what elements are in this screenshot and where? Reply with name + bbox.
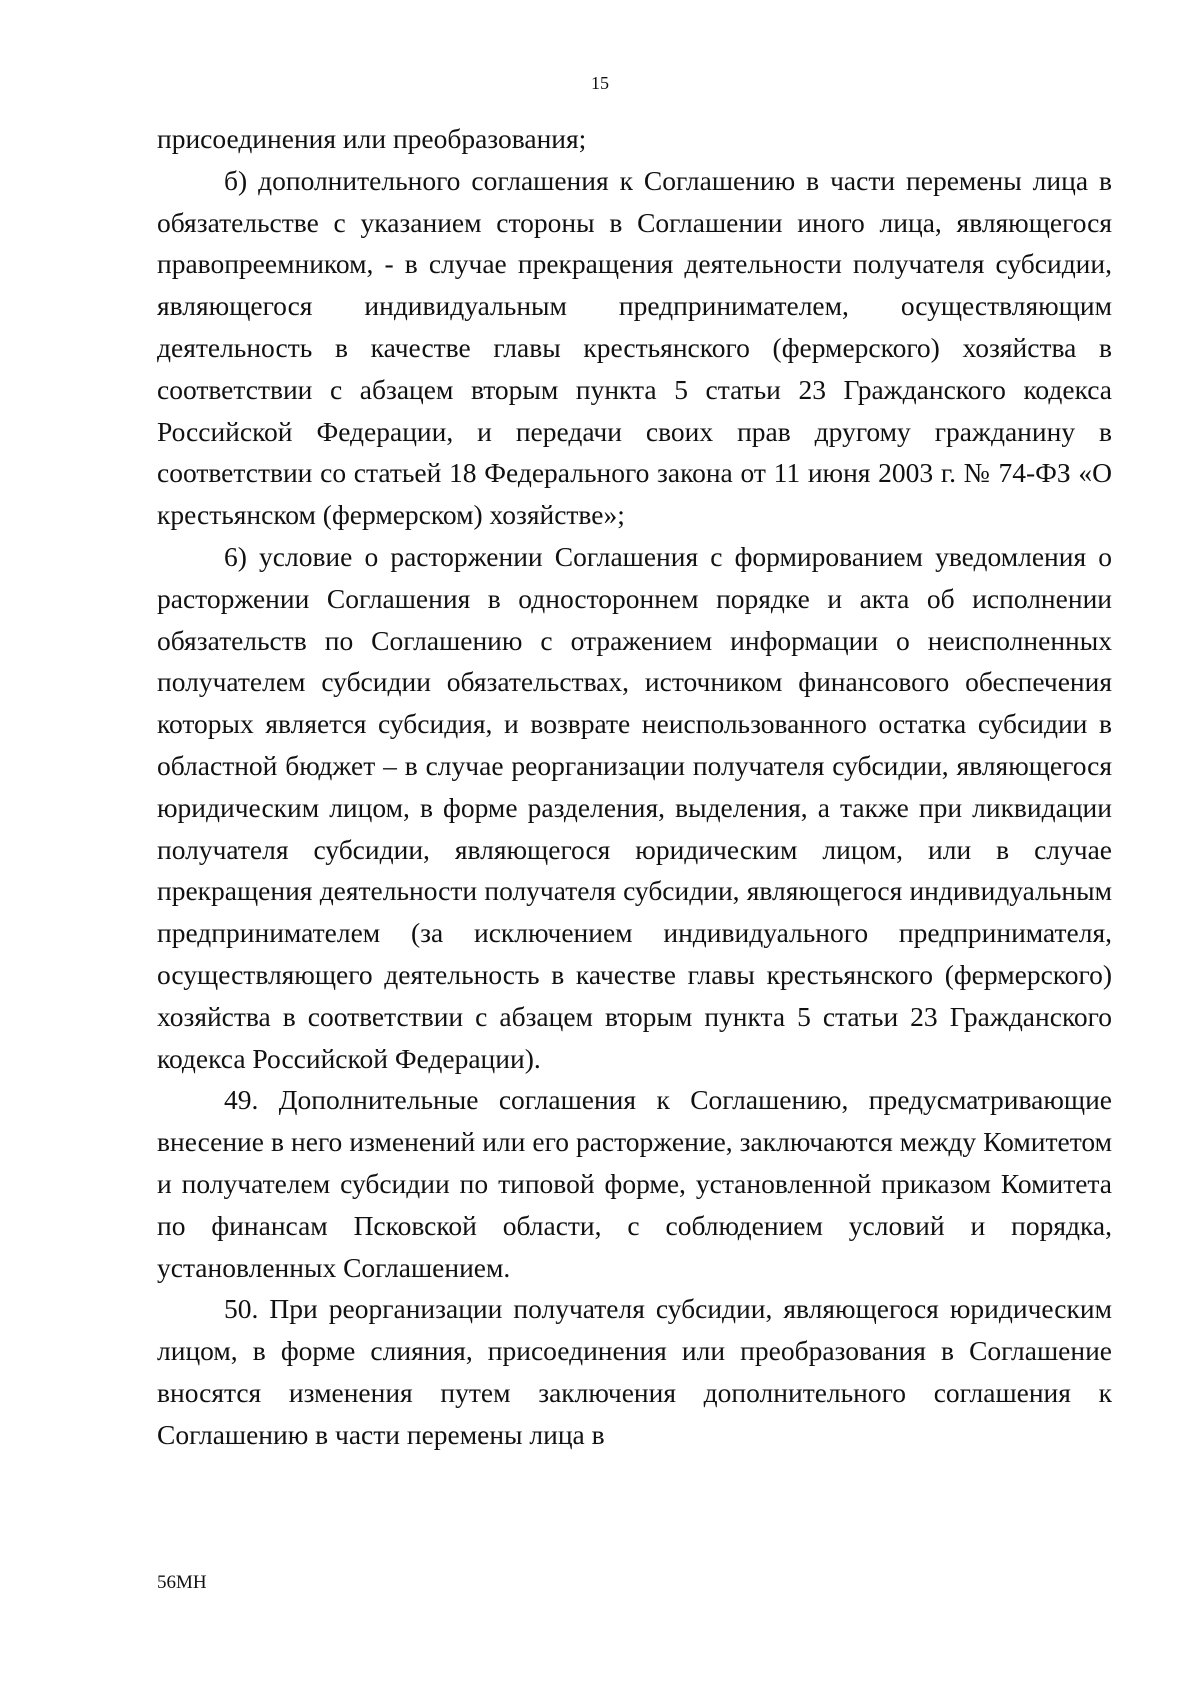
paragraph-clause-50: 50. При реорганизации получателя субсидии, являющегося юридическим лицом, в форме слияния, присоединения или преобразования в Соглашение вносятся изменения путем заключения дополнительного соглашения к Соглашению в части перемены лица в (157, 1293, 1112, 1450)
footer-code: 56МН (157, 1572, 207, 1593)
paragraph-continuation: присоединения или преобразования; (157, 123, 587, 154)
paragraph-item-b: б) дополнительного соглашения к Соглашению в части перемены лица в обязательстве с указанием стороны в Соглашении иного лица, являющегося правопреемником, - в случае прекращения деятельности получателя субсидии, являющегося индивидуальным предпринимателем, осуществляющим деятельность в качестве главы крестьянского (фермерского) хозяйства в соответствии с абзацем вторым пункта 5 статьи 23 Гражданского кодекса Российской Федерации, и передачи своих прав другому гражданину в соответствии со статьей 18 Федерального закона от 11 июня 2003 г. № 74-ФЗ «О крестьянском (фермерском) хозяйстве»; (157, 164, 1112, 531)
document-body (157, 118, 1112, 1456)
paragraph-clause-49: 49. Дополнительные соглашения к Соглашению, предусматривающие внесение в него изменений или его расторжение, заключаются между Комитетом и получателем субсидии по типовой форме, установленной приказом Комитета по финансам Псковской области, с соблюдением условий и порядка, установленных Соглашением. (157, 1084, 1112, 1283)
paragraph-item-6: 6) условие о расторжении Соглашения с формированием уведомления о расторжении Соглашения в одностороннем порядке и акта об исполнении обязательств по Соглашению с отражением информации о неисполненных получателем субсидии обязательствах, источником финансового обеспечения которых является субсидия, и возврате неиспользованного остатка субсидии в областной бюджет – в случае реорганизации получателя субсидии, являющегося юридическим лицом, в форме разделения, выделения, а также при ликвидации получателя субсидии, являющегося юридическим лицом, или в случае прекращения деятельности получателя субсидии, являющегося индивидуальным предпринимателем (за исключением индивидуального предпринимателя, осуществляющего деятельность в качестве главы крестьянского (фермерского) хозяйства в соответствии с абзацем вторым пункта 5 статьи 23 Гражданского кодекса Российской Федерации). (157, 540, 1112, 1074)
page-number: 15 (591, 73, 609, 93)
